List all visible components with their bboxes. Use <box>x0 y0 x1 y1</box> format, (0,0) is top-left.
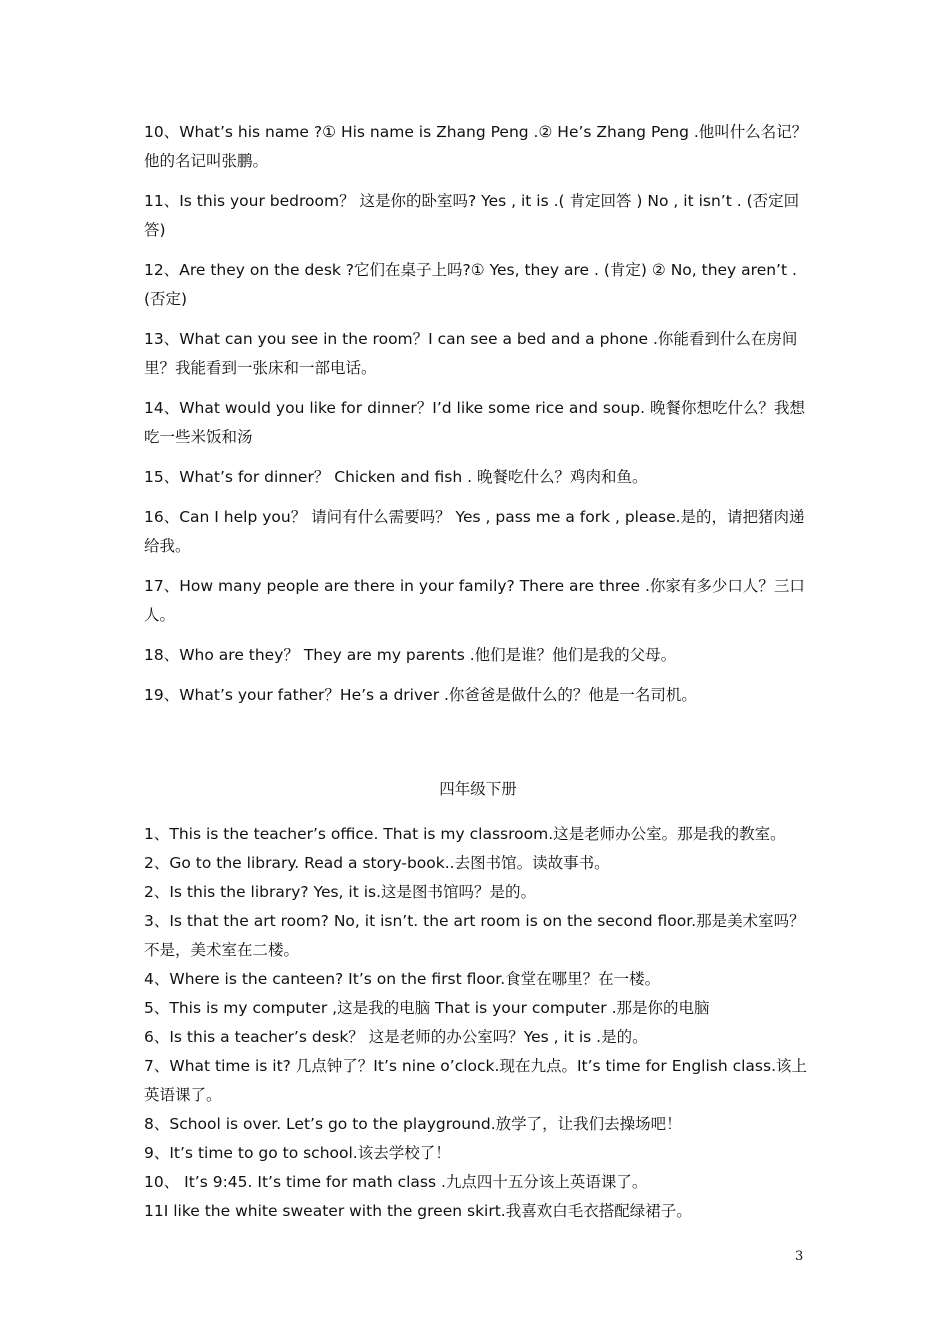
page-content <box>144 118 812 1226</box>
qa-item-15: 15、What’s for dinner？ Chicken and fish . 晚餐吃什么？鸡肉和鱼。 <box>144 468 648 486</box>
qa-item-13: 13、What can you see in the room？I can see a bed and a phone .你能看到什么在房间里？我能看到一张床和一部电话。 <box>144 330 798 377</box>
section-heading: 四年级下册 <box>439 780 517 798</box>
sentence-item: 10、 It’s 9:45. It’s time for math class .九点四十五分该上英语课了。 <box>144 1173 648 1191</box>
qa-item-16: 16、Can I help you？ 请问有什么需要吗？ Yes , pass me a fork , please.是的，请把猪肉递给我。 <box>144 508 805 555</box>
qa-item-12: 12、Are they on the desk ?它们在桌子上吗?① Yes, they are . (肯定) ② No, they aren’t . (否定) <box>144 261 797 308</box>
sentence-item: 3、Is that the art room? No, it isn’t. the art room is on the second floor.那是美术室吗？不是，美术室在二楼。 <box>144 912 805 959</box>
sentence-item: 4、Where is the canteen? It’s on the first floor.食堂在哪里？在一楼。 <box>144 970 661 988</box>
sentence-item: 2、Is this the library? Yes, it is.这是图书馆吗？是的。 <box>144 883 537 901</box>
sentence-item: 5、This is my computer ,这是我的电脑 That is your computer .那是你的电脑 <box>144 999 710 1017</box>
sentence-item: 11I like the white sweater with the green skirt.我喜欢白毛衣搭配绿裙子。 <box>144 1202 692 1220</box>
qa-list-part2 <box>144 820 812 1226</box>
qa-item-11: 11、Is this your bedroom？ 这是你的卧室吗? Yes , it is .( 肯定回答 ) No , it isn’t . (否定回答) <box>144 192 800 239</box>
qa-item-17: 17、How many people are there in your family? There are three .你家有多少口人？三口人。 <box>144 577 805 624</box>
sentence-item: 9、It’s time to go to school.该去学校了！ <box>144 1144 451 1162</box>
page-number: 3 <box>795 1249 804 1264</box>
sentence-item: 6、Is this a teacher’s desk？ 这是老师的办公室吗？Yes , it is .是的。 <box>144 1028 648 1046</box>
sentence-item: 7、What time is it? 几点钟了？It’s nine o’clock.现在九点。It’s time for English class.该上英语课了。 <box>144 1057 808 1104</box>
qa-item-19: 19、What’s your father？He’s a driver .你爸爸是做什么的？他是一名司机。 <box>144 686 697 704</box>
sentence-item: 2、Go to the library. Read a story-book..去图书馆。读故事书。 <box>144 854 610 872</box>
qa-item-14: 14、What would you like for dinner？I’d like some rice and soup. 晚餐你想吃什么？我想吃一些米饭和汤 <box>144 399 805 446</box>
qa-item-18: 18、Who are they？ They are my parents .他们是谁？他们是我的父母。 <box>144 646 677 664</box>
qa-list-part1 <box>144 118 812 710</box>
qa-item-10: 10、What’s his name ?① His name is Zhang Peng .② He’s Zhang Peng .他叫什么名记？他的名记叫张鹏。 <box>144 123 808 170</box>
sentence-item: 1、This is the teacher’s office. That is my classroom.这是老师办公室。那是我的教室。 <box>144 825 786 843</box>
sentence-item: 8、School is over. Let’s go to the playground.放学了，让我们去操场吧！ <box>144 1115 682 1133</box>
